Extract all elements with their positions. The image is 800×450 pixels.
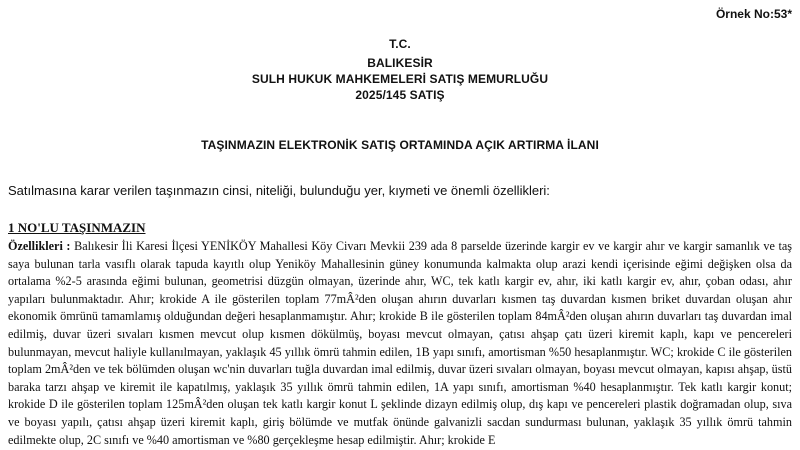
sample-number: Örnek No:53* [715, 7, 792, 21]
header-office: SULH HUKUK MAHKEMELERİ SATIŞ MEMURLUĞU [251, 72, 549, 86]
notice-title: TAŞINMAZIN ELEKTRONİK SATIŞ ORTAMINDA AÇIK ARTIRMA İLANI [201, 138, 599, 152]
property-description [8, 238, 792, 450]
features-text: Balıkesir İli Karesi İlçesi YENİKÖY Mahallesi Köy Civarı Mevkii 239 ada 8 parselde üzerinde kargir ev ve kargir ahır ve kargir samanlık ve taş saya bulunan tarla vasıflı olarak tapuda kayıtlı olup Yeniköy Mahallesinin güney konumunda kalmakta olup arazi kendi içerisinde eğimi değişken olsa da ortalama %2-5 arasında eğimi bulunan, geometrisi düzgün olmayan, üzerinde ahır, WC, tek katlı kargir ev, ahır, iki katlı kargir ev, ahır, çoban odası, ahır yapıları bulunmaktadır. Ahır; krokide A ile gösterilen toplam 77mÂ²den oluşan ahırın duvarları kısmen taş duvardan kısmen briket duvardan oluşan ahır ekonomik ömrünü tamamlamış olduğundan değeri hesaplanmamıştır. Ahır; krokide B ile gösterilen toplam 84mÂ²den oluşan ahırın duvarları taş duvardan imal edilmiş, duvar üzeri sıvaları kısmen mevcut olup kısmen dökülmüş, boyası mevcut olmayan, çatısı ahşap çatı üzeri kiremit kaplı, kapı ve pencereleri bulunmayan, mevcut haliyle kullanılmayan, yaklaşık 45 yıllık ömrü tahmin edilen, 1B yapı sınıfı, amortisman %50 hesaplanmıştır. WC; krokide C ile gösterilen toplam 2mÂ²den ve tek bölümden oluşan wc'nin duvarları tuğla duvardan imal edilmiş, duvar üzeri sıvaları olmayan, boyası mevcut olmayan, kapısı ahşap, üstü baraka tarzı ahşap ve kiremit ile kapatılmış, yaklaşık 35 yıllık ömrü tahmin edilen, 1A yapı sınıfı, amortisman %40 hesaplanmıştır. Tek katlı kargir konut; krokide D ile gösterilen toplam 125mÂ²den oluşan tek katlı kargir konut L şeklinde dizayn edilmiş olup, dış kapı ve pencereleri plastik doğramadan olup, sıva ve boyası yapılı, çatısı ahşap üzeri kiremit kaplı, giriş bölümde ve mutfak önünde galvanizli sacdan sundurması bulunan, yaklaşık 35 yıllık ömrü tahmin edilmekte olup, 2C sınıfı ve %40 amortisman ve %80 gerçekleşme hesap edilmiştir. Ahır; krokide E [8, 239, 792, 447]
header-tc: T.C. [389, 37, 411, 51]
header-file-no: 2025/145 SATIŞ [355, 88, 445, 102]
intro-text: Satılmasına karar verilen taşınmazın cinsi, niteliği, bulunduğu yer, kıymeti ve önemli özellikleri: [8, 183, 550, 198]
section-title: 1 NO'LU TAŞINMAZIN [8, 220, 146, 235]
features-label: Özellikleri : [8, 239, 71, 253]
header-city: BALIKESİR [367, 56, 433, 70]
